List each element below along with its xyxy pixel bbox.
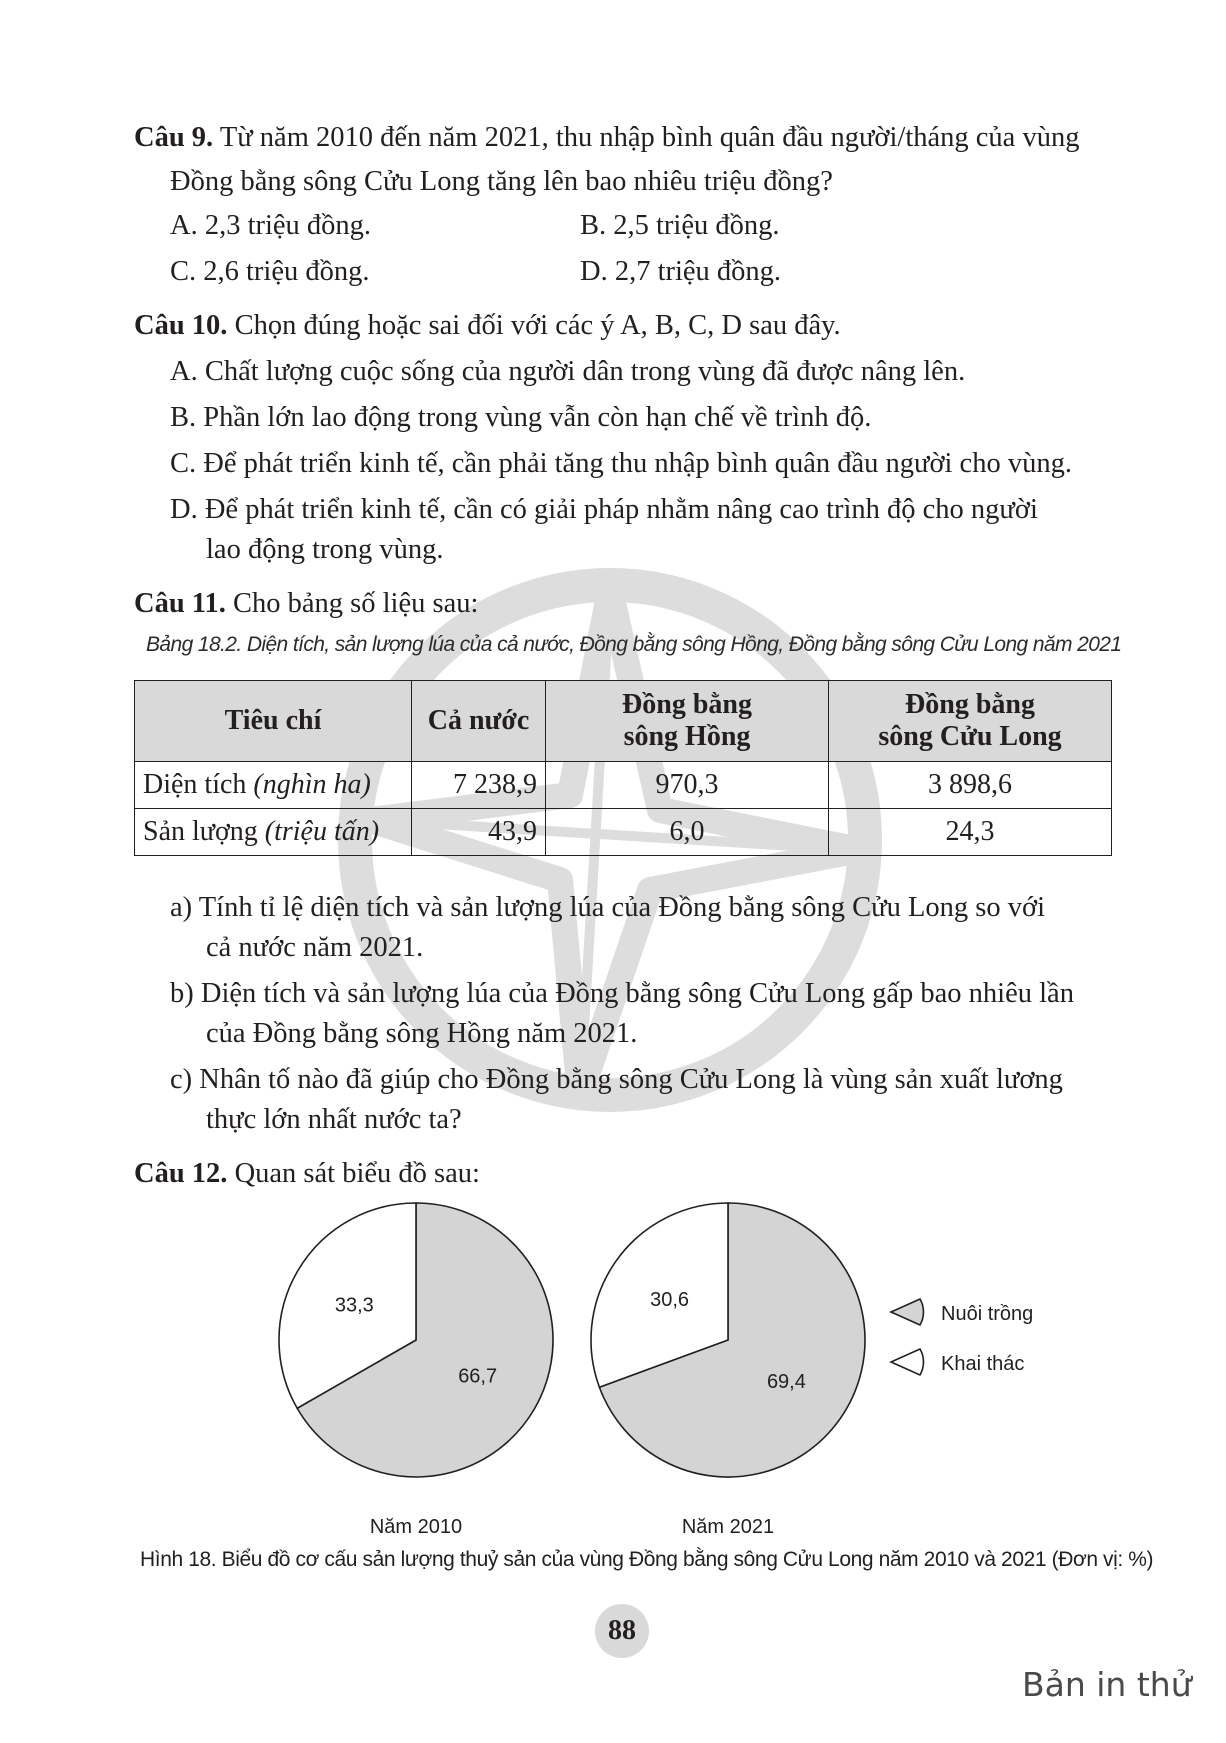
statement-c: C. Để phát triển kinh tế, cần phải tăng thu nhập bình quân đầu người cho vùng. xyxy=(170,448,1072,479)
legend-label: Nuôi trồng xyxy=(941,1303,1034,1325)
row-label: Diện tích (nghìn ha) xyxy=(135,762,412,809)
statement-d-cont: lao động trong vùng. xyxy=(206,534,444,565)
question-9-text: Từ năm 2010 đến năm 2021, thu nhập bình quân đầu người/tháng của vùng xyxy=(219,122,1080,153)
page-number: 88 xyxy=(595,1604,649,1658)
question-11-text: Cho bảng số liệu sau: xyxy=(233,588,479,619)
header-red-river-delta: Đồng bằng sông Hồng xyxy=(546,681,829,762)
table-header-row xyxy=(135,681,1112,762)
question-9-text-cont: Đồng bằng sông Cửu Long tăng lên bao nhiêu triệu đồng? xyxy=(170,166,833,197)
task-c: c) Nhân tố nào đã giúp cho Đồng bằng sông Cửu Long là vùng sản xuất lương xyxy=(170,1064,1063,1095)
task-c-cont: thực lớn nhất nước ta? xyxy=(206,1104,462,1135)
table-cell: 24,3 xyxy=(829,809,1112,856)
task-a: a) Tính tỉ lệ diện tích và sản lượng lúa của Đồng bằng sông Cửu Long so với xyxy=(170,892,1045,923)
question-10-text: Chọn đúng hoặc sai đối với các ý A, B, C, D sau đây. xyxy=(234,310,841,341)
table-cell: 3 898,6 xyxy=(829,762,1112,809)
row-label: Sản lượng (triệu tấn) xyxy=(135,809,412,856)
table-cell: 970,3 xyxy=(546,762,829,809)
question-9 xyxy=(134,118,1114,158)
question-10-label: Câu 10. xyxy=(134,310,228,341)
question-10 xyxy=(134,306,1114,346)
legend-label: Khai thác xyxy=(941,1353,1025,1375)
option-d: D. 2,7 triệu đồng. xyxy=(580,256,782,287)
table-cell: 6,0 xyxy=(546,809,829,856)
table-row xyxy=(135,762,1112,809)
table-cell: 43,9 xyxy=(412,809,546,856)
option-b: B. 2,5 triệu đồng. xyxy=(580,210,780,241)
task-b: b) Diện tích và sản lượng lúa của Đồng bằng sông Cửu Long gấp bao nhiêu lần xyxy=(170,978,1074,1009)
statement-b: B. Phần lớn lao động trong vùng vẫn còn hạn chế về trình độ. xyxy=(170,402,872,433)
task-b-cont: của Đồng bằng sông Hồng năm 2021. xyxy=(206,1018,638,1049)
statement-a: A. Chất lượng cuộc sống của người dân trong vùng đã được nâng lên. xyxy=(170,356,966,387)
task-a-cont: cả nước năm 2021. xyxy=(206,932,424,963)
question-12 xyxy=(134,1154,1114,1194)
table-caption: Bảng 18.2. Diện tích, sản lượng lúa của cả nước, Đồng bằng sông Hồng, Đồng bằng sông Cửu Long năm 2021 xyxy=(146,633,1122,656)
proof-label: Bản in thử xyxy=(1022,1665,1192,1704)
pie-year-label: Năm 2021 xyxy=(681,1516,775,1535)
slice-label: 66,7 xyxy=(458,1365,498,1388)
slice-label: 33,3 xyxy=(334,1294,374,1317)
statement-d: D. Để phát triển kinh tế, cần có giải pháp nhằm nâng cao trình độ cho người xyxy=(170,494,1038,525)
question-11 xyxy=(134,584,1114,624)
figure-caption: Hình 18. Biểu đồ cơ cấu sản lượng thuỷ sản của vùng Đồng bằng sông Cửu Long năm 2010 và 2021 (Đơn vị: %) xyxy=(140,1548,1154,1571)
question-12-text: Quan sát biểu đồ sau: xyxy=(234,1158,480,1189)
pie-charts xyxy=(270,1195,1120,1535)
pie-year-label: Năm 2010 xyxy=(369,1516,463,1535)
table-cell: 7 238,9 xyxy=(412,762,546,809)
option-c: C. 2,6 triệu đồng. xyxy=(170,256,370,287)
header-mekong-delta: Đồng bằng sông Cửu Long xyxy=(829,681,1112,762)
table-row xyxy=(135,809,1112,856)
question-9-label: Câu 9. xyxy=(134,122,214,153)
option-a: A. 2,3 triệu đồng. xyxy=(170,210,372,241)
slice-label: 69,4 xyxy=(766,1370,806,1393)
question-11-label: Câu 11. xyxy=(134,588,226,619)
legend-swatch xyxy=(891,1299,923,1325)
question-12-label: Câu 12. xyxy=(134,1158,228,1189)
header-criteria: Tiêu chí xyxy=(135,681,412,762)
legend-swatch xyxy=(891,1349,923,1375)
data-table xyxy=(134,680,1112,856)
slice-label: 30,6 xyxy=(650,1289,690,1312)
header-country: Cả nước xyxy=(412,681,546,762)
